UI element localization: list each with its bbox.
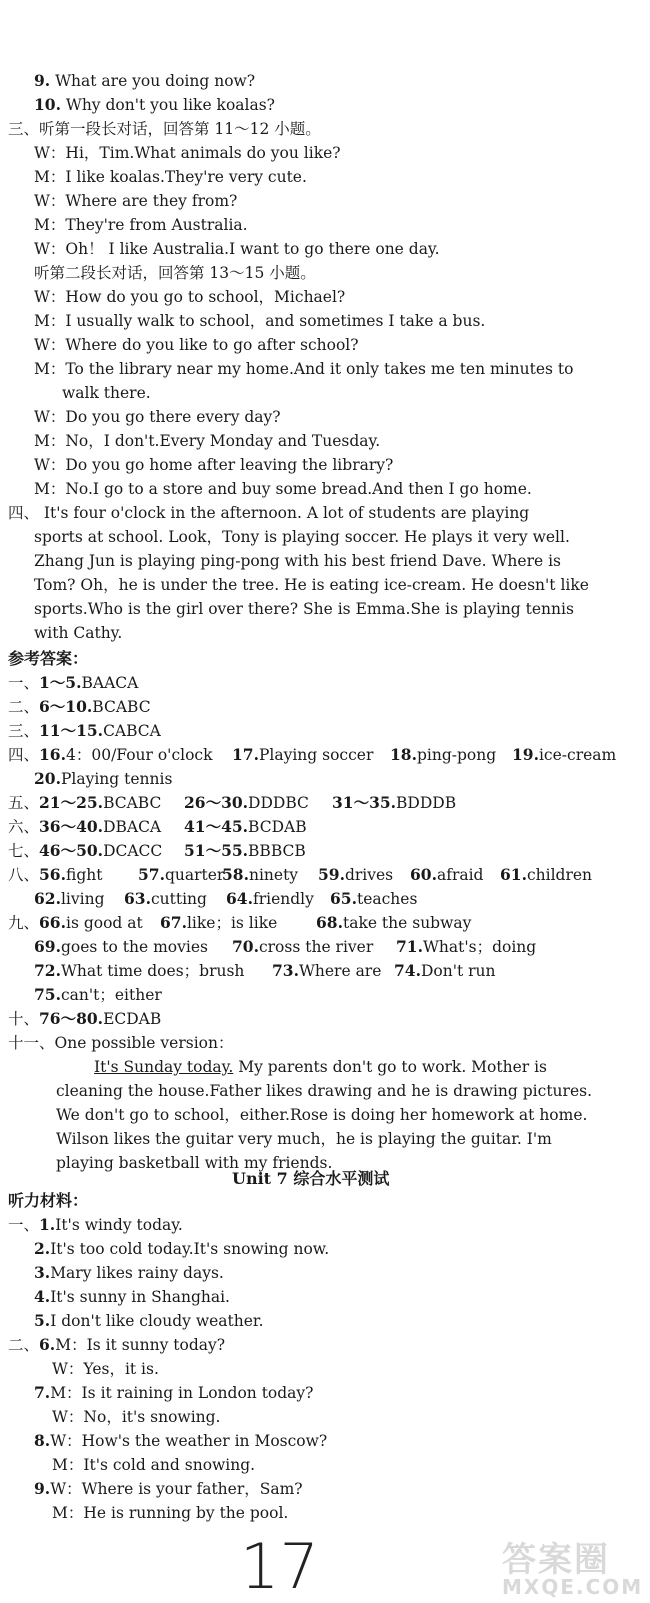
dialog-line: M：I usually walk to school，and sometimes I take a bus.: [34, 312, 486, 330]
dialog-line: W：Do you go there every day?: [34, 408, 281, 426]
answer-item: 63.cutting: [124, 889, 207, 908]
answer-row: 十、76～80.ECDAB: [8, 1009, 162, 1028]
answer-row: 七、46～50.DCACC: [8, 841, 163, 860]
dialog-line: W：Oh！ I like Australia.I want to go there one day.: [34, 240, 440, 258]
listening-reply: M：It's cold and snowing.: [52, 1456, 256, 1474]
listening-item: 5.I don't like cloudy weather.: [34, 1311, 264, 1330]
question-9: 9. What are you doing now?: [34, 71, 256, 90]
answer-row: 四、16.4：00/Four o'clock: [8, 745, 213, 764]
listening-item: 2.It's too cold today.It's snowing now.: [34, 1239, 330, 1258]
answer-item: 26～30.DDDBC: [184, 793, 309, 812]
answer-item: 60.afraid: [410, 865, 484, 884]
answer-item: 74.Don't run: [394, 961, 496, 980]
listening-item: 3.Mary likes rainy days.: [34, 1263, 224, 1282]
answer-item: 64.friendly: [226, 889, 314, 908]
dialog-line: W：Where are they from?: [34, 192, 238, 210]
listening-reply: M：He is running by the pool.: [52, 1504, 289, 1522]
dialog-line: M：I like koalas.They're very cute.: [34, 168, 307, 186]
watermark-logo: [502, 1532, 644, 1599]
answer-item: 41～45.BCDAB: [184, 817, 307, 836]
answer-item: 19.ice-cream: [512, 745, 617, 764]
listening-item: 4.It's sunny in Shanghai.: [34, 1287, 230, 1306]
answer-item: 57.quarter: [138, 865, 225, 884]
listening-item: 8.W：How's the weather in Moscow?: [34, 1431, 328, 1450]
answer-row: 十一、One possible version：: [8, 1034, 234, 1052]
listening-item: 9.W：Where is your father，Sam?: [34, 1479, 303, 1498]
dialog-line: M：No，I don't.Every Monday and Tuesday.: [34, 432, 381, 450]
question-10: 10. Why don't you like koalas?: [34, 95, 275, 114]
answer-item: 75.can't；either: [34, 985, 162, 1004]
dialog-line: M：No.I go to a store and buy some bread.And then I go home.: [34, 480, 532, 498]
watermark-text: 答案圈: [502, 1540, 610, 1580]
answer-item: 58.ninety: [222, 865, 299, 884]
listening-item: 二、6.M：Is it sunny today?: [8, 1335, 226, 1354]
dialog-line: M：They're from Australia.: [34, 216, 248, 234]
page-number: 17: [240, 1530, 319, 1603]
answer-row: 五、21～25.BCABC: [8, 793, 162, 812]
answer-item: 69.goes to the movies: [34, 937, 208, 956]
passage-line: Zhang Jun is playing ping-pong with his best friend Dave. Where is: [34, 552, 561, 570]
answer-item: 72.What time does；brush: [34, 961, 245, 980]
answer-item: 65.teaches: [330, 889, 418, 908]
answer-item: 70.cross the river: [232, 937, 374, 956]
answer-item: 17.Playing soccer: [232, 745, 374, 764]
answer-item: 73.Where are: [272, 961, 382, 980]
answer-row: 二、6～10.BCABC: [8, 697, 151, 716]
dialog-line: W：How do you go to school，Michael?: [34, 288, 346, 306]
listening-reply: W：Yes，it is.: [52, 1360, 159, 1378]
answer-row: 八、56.fight: [8, 865, 103, 884]
answer-item: 61.children: [500, 865, 593, 884]
answer-item: 51～55.BBBCB: [184, 841, 306, 860]
listening-item: 一、1.It's windy today.: [8, 1215, 183, 1234]
dialog-line: W：Where do you like to go after school?: [34, 336, 359, 354]
listening-item: 7.M：Is it raining in London today?: [34, 1383, 314, 1402]
answer-item: 59.drives: [318, 865, 394, 884]
answers-title: 参考答案：: [8, 649, 89, 668]
essay-line: It's Sunday today. My parents don't go to work. Mother is: [94, 1058, 548, 1076]
dialog-line: W：Hi，Tim.What animals do you like?: [34, 144, 341, 162]
dialog-line: walk there.: [62, 384, 151, 402]
essay-line: cleaning the house.Father likes drawing and he is drawing pictures.: [56, 1082, 592, 1100]
dialog-line: W：Do you go home after leaving the library?: [34, 456, 394, 474]
answer-item: 68.take the subway: [316, 913, 472, 932]
passage-line: sports.Who is the girl over there? She is Emma.She is playing tennis: [34, 600, 574, 618]
answer-item: 67.like；is like: [160, 913, 278, 932]
dialog-line: M：To the library near my home.And it only takes me ten minutes to: [34, 360, 574, 378]
essay-line: playing basketball with my friends.: [56, 1154, 333, 1172]
answer-item: 71.What's；doing: [396, 937, 537, 956]
answer-row: 六、36～40.DBACA: [8, 817, 162, 836]
answer-item: 20.Playing tennis: [34, 769, 173, 788]
passage-line: sports at school. Look，Tony is playing soccer. He plays it very well.: [34, 528, 570, 546]
passage-line: with Cathy.: [34, 624, 123, 642]
essay-line: Wilson likes the guitar very much，he is playing the guitar. I'm: [56, 1130, 552, 1148]
answer-item: 18.ping-pong: [390, 745, 497, 764]
answer-item: 62.living: [34, 889, 105, 908]
section-3-subheading: 听第二段长对话，回答第 13～15 小题。: [34, 264, 316, 282]
listening-title: 听力材料：: [8, 1191, 89, 1210]
passage-line: 四、 It's four o'clock in the afternoon. A lot of students are playing: [8, 504, 530, 522]
watermark-url: MXQE.COM: [502, 1575, 644, 1599]
answer-row: 九、66.is good at: [8, 913, 143, 932]
answer-row: 三、11～15.CABCA: [8, 721, 161, 740]
listening-reply: W：No，it's snowing.: [52, 1408, 221, 1426]
answer-row: 一、1～5.BAACA: [8, 673, 139, 692]
answer-item: 31～35.BDDDB: [332, 793, 457, 812]
essay-line: We don't go to school，either.Rose is doing her homework at home.: [56, 1106, 588, 1124]
section-3-heading: 三、听第一段长对话，回答第 11～12 小题。: [8, 120, 321, 138]
passage-line: Tom? Oh，he is under the tree. He is eating ice-cream. He doesn't like: [34, 576, 589, 594]
unit-title: Unit 7 综合水平测试: [232, 1169, 390, 1188]
